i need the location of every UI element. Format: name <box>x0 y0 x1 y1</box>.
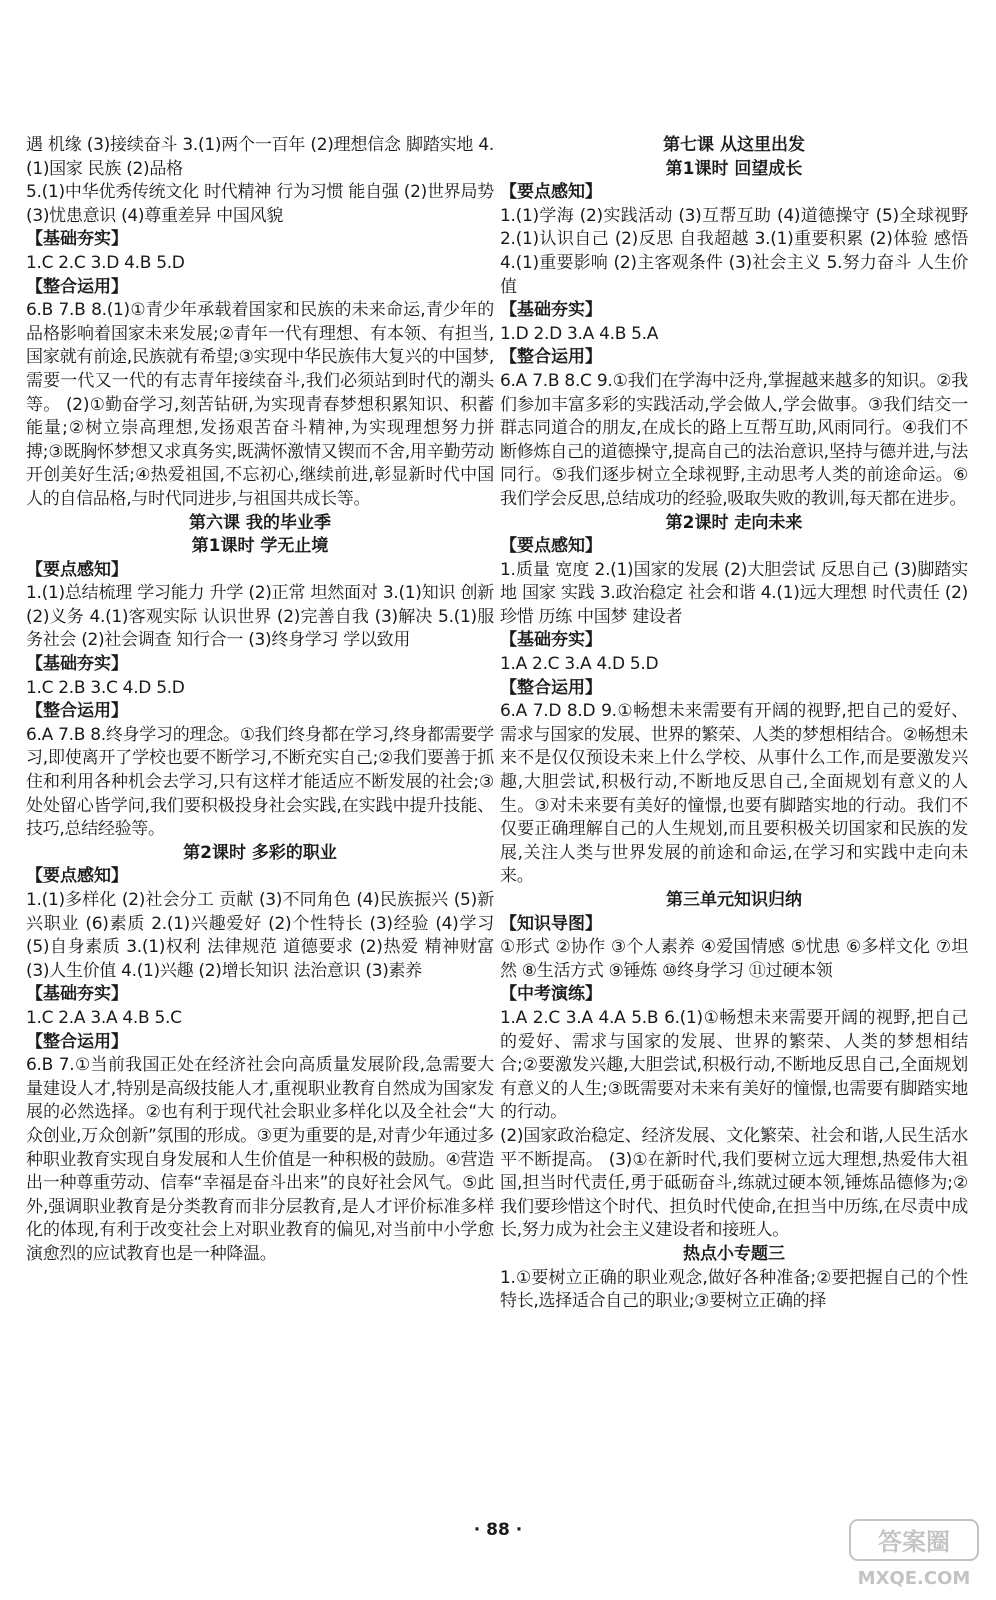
answer-paragraph: 5.(1)中华优秀传统文化 时代精神 行为习惯 能自强 (2)世界局势 (3)忧患意识 (4)尊重差异 中国风貌 <box>26 182 494 226</box>
section-heading: 【要点感知】 <box>26 866 128 887</box>
section-heading: 【中考演练】 <box>500 984 602 1005</box>
answer-paragraph: 6.A 7.B 8.终身学习的理念。①我们终身都在学习,终身都需要学习,即使离开了学校也要不断学习,不断充实自己;②我们要善于抓住和利用各种机会去学习,只有这样才能适应不断发展的社会;③处处留心皆学问,我们要积极投身社会实践,在实践中提升技能、技巧,总结经验等。 <box>26 724 494 840</box>
section-heading: 【整合运用】 <box>26 701 128 722</box>
svg-text:MXQE.COM: MXQE.COM <box>857 1568 971 1589</box>
lesson-title: 第六课 我的毕业季 <box>189 512 331 533</box>
section-heading: 【整合运用】 <box>26 276 128 297</box>
page-number: · 88 · <box>473 1520 523 1540</box>
section-heading: 【整合运用】 <box>500 677 602 698</box>
answer-paragraph: 1.D 2.D 3.A 4.B 5.A <box>500 323 659 344</box>
right-column <box>500 134 968 1314</box>
answer-paragraph: 6.B 7.①当前我国正处在经济社会向高质量发展阶段,急需要大量建设人才,特别是高级技能人才,重视职业教育自然成为国家发展的必然选择。②也有利于现代社会职业多样化以及全社会“大众创业,万众创新”氛围的形成。③更为重要的是,对青少年通过多种职业教育实现自身发展和人生价值是一种积极的鼓励。④营造出一种尊重劳动、信奉“幸福是奋斗出来”的良好社会风气。⑤此外,强调职业教育是分类教育而非分层教育,是人才评价标准多样化的体现,有利于改变社会上对职业教育的偏见,对当前中小学愈演愈烈的应试教育也是一种降温。 <box>26 1055 494 1264</box>
answer-paragraph: 1.(1)多样化 (2)社会分工 贡献 (3)不同角色 (4)民族振兴 (5)新兴职业 (6)素质 2.(1)兴趣爱好 (2)个性特长 (3)经验 (4)学习 (5)自身素质 3.(1)权利 法律规范 道德要求 (2)热爱 精神财富 (3)人生价值 4.(1)兴趣 (2)增长知识 法治意识 (3)素养 <box>26 890 494 981</box>
answer-paragraph: 1.质量 宽度 2.(1)国家的发展 (2)大胆尝试 反思自己 (3)脚踏实地 国家 实践 3.政治稳定 社会和谐 4.(1)远大理想 时代责任 (2)珍惜 历练 中国梦 建设者 <box>500 559 968 627</box>
section-heading: 【要点感知】 <box>500 182 602 203</box>
lesson-title: 热点小专题三 <box>683 1243 785 1264</box>
lesson-title: 第2课时 走向未来 <box>665 512 803 533</box>
answer-paragraph: 1.C 2.B 3.C 4.D 5.D <box>26 677 185 698</box>
section-heading: 【基础夯实】 <box>500 300 602 321</box>
section-heading: 【知识导图】 <box>500 913 602 934</box>
lesson-title: 第1课时 回望成长 <box>665 158 803 179</box>
section-heading: 【要点感知】 <box>26 559 128 580</box>
lesson-title: 第七课 从这里出发 <box>663 135 805 155</box>
section-heading: 【整合运用】 <box>26 1031 128 1052</box>
section-heading: 【基础夯实】 <box>26 654 128 675</box>
answer-paragraph: 1.A 2.C 3.A 4.D 5.D <box>500 654 659 675</box>
svg-text:答案圈: 答案圈 <box>878 1528 950 1556</box>
section-heading: 【基础夯实】 <box>500 630 602 651</box>
section-heading: 【要点感知】 <box>500 536 602 557</box>
answer-paragraph: 6.A 7.D 8.D 9.①畅想未来需要有开阔的视野,把自己的爱好、需求与国家的发展、世界的繁荣、人类的梦想相结合。②畅想未来不是仅仅预设未来上什么学校、从事什么工作,而是要激发兴趣,大胆尝试,积极行动,不断地反思自己,全面规划有意义的人生。③对未来要有美好的憧憬,也要有脚踏实地的行动。我们不仅要正确理解自己的人生规划,而且要积极关切国家和民族的发展,关注人类与世界发展的前途和命运,在学习和实践中走向未来。 <box>500 701 968 887</box>
section-heading: 【基础夯实】 <box>26 229 128 250</box>
lesson-title: 第1课时 学无止境 <box>191 536 329 557</box>
lesson-title: 第三单元知识归纳 <box>666 890 802 910</box>
answer-paragraph: 1.C 2.C 3.D 4.B 5.D <box>26 252 185 273</box>
answer-paragraph: 6.B 7.B 8.(1)①青少年承载着国家和民族的未来命运,青少年的品格影响着国家未来发展;②青年一代有理想、有本领、有担当,国家就有前途,民族就有希望;③实现中华民族伟大复兴的中国梦,需要一代又一代的有志青年接续奋斗,我们必须站到时代的潮头等。 (2)①勤奋学习,刻苦钻研,为实现青春梦想积累知识、积蓄能量;②树立崇高理想,发扬艰苦奋斗精神,为实现理想努力拼搏;③既胸怀梦想又求真务实,既满怀激情又锲而不舍,用辛勤劳动开创美好生活;④热爱祖国,不忘初心,继续前进,彰显新时代中国人的自信品格,与时代同进步,与祖国共成长等。 <box>26 300 494 509</box>
answer-paragraph: 1.①要树立正确的职业观念,做好各种准备;②要把握自己的个性特长,选择适合自己的职业;③要树立正确的择 <box>500 1267 968 1312</box>
section-heading: 【基础夯实】 <box>26 984 128 1005</box>
answer-paragraph: 1.C 2.A 3.A 4.B 5.C <box>26 1007 182 1028</box>
lesson-title: 第2课时 多彩的职业 <box>183 842 337 863</box>
section-heading: 【整合运用】 <box>500 347 602 368</box>
answer-paragraph: ①形式 ②协作 ③个人素养 ④爱国情感 ⑤忧患 ⑥多样文化 ⑦坦然 ⑧生活方式 ⑨锤炼 ⑩终身学习 ⑪过硬本领 <box>500 937 968 981</box>
answer-paragraph: 遇 机缘 (3)接续奋斗 3.(1)两个一百年 (2)理想信念 脚踏实地 4.(1)国家 民族 (2)品格 <box>26 135 494 179</box>
watermark-logo <box>848 1518 980 1590</box>
answer-paragraph: 1.A 2.C 3.A 4.A 5.B 6.(1)①畅想未来需要开阔的视野,把自己的爱好、需求与国家的发展、世界的繁荣、人类的梦想相结合;②要激发兴趣,大胆尝试,积极行动,不断地反思自己,全面规划有意义的人生;③既需要对未来有美好的憧憬,也需要有脚踏实地的行动。 <box>500 1007 968 1123</box>
answer-paragraph: 6.A 7.B 8.C 9.①我们在学海中泛舟,掌握越来越多的知识。②我们参加丰富多彩的实践活动,学会做人,学会做事。③我们结交一群志同道合的朋友,在成长的路上互帮互助,风雨同行。④我们不断修炼自己的道德操守,提高自己的法治意识,坚持与德并进,与法同行。⑤我们逐步树立全球视野,主动思考人类的前途命运。⑥我们学会反思,总结成功的经验,吸取失败的教训,每天都在进步。 <box>500 370 968 509</box>
answer-paragraph: 1.(1)学海 (2)实践活动 (3)互帮互助 (4)道德操守 (5)全球视野 2.(1)认识自己 (2)反思 自我超越 3.(1)重要积累 (2)体验 感悟 4.(1)重要影响 (2)主客观条件 (3)社会主义 5.努力奋斗 人生价值 <box>500 205 968 297</box>
left-column <box>26 134 494 1267</box>
answer-paragraph: 1.(1)总结梳理 学习能力 升学 (2)正常 坦然面对 3.(1)知识 创新 (2)义务 4.(1)客观实际 认识世界 (2)完善自我 (3)解决 5.(1)服务社会 (2)社会调查 知行合一 (3)终身学习 学以致用 <box>26 583 494 651</box>
answer-paragraph: (2)国家政治稳定、经济发展、文化繁荣、社会和谐,人民生活水平不断提高。 (3)①在新时代,我们要树立远大理想,热爱伟大祖国,担当时代责任,勇于砥砺奋斗,练就过硬本领,锤炼品德修为;②我们要珍惜这个时代、担负时代使命,在担当中历练,在尽责中成长,努力成为社会主义建设者和接班人。 <box>500 1125 968 1241</box>
